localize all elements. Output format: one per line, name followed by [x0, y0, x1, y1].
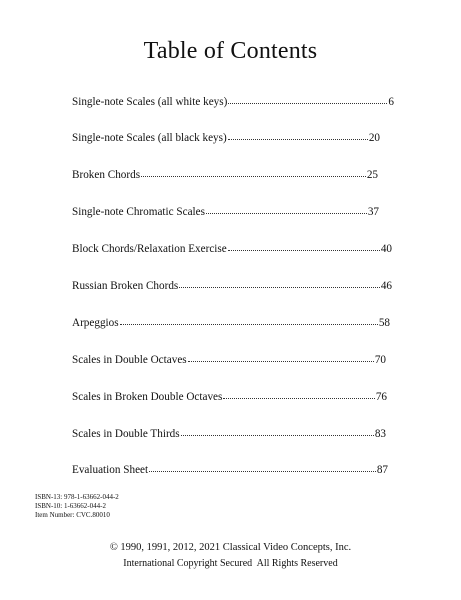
toc-entry — [72, 462, 388, 478]
isbn-13: ISBN-13: 978-1-63662-044-2 — [35, 493, 119, 501]
toc-entry — [72, 426, 386, 442]
toc-entry — [72, 130, 380, 146]
toc-entry — [72, 352, 386, 368]
toc-entry-title: Single-note Scales (all black keys) — [72, 132, 227, 144]
dot-leader — [206, 213, 367, 214]
toc-entry-title: Scales in Broken Double Octaves — [72, 391, 223, 403]
toc-entry-title: Scales in Double Thirds — [72, 428, 180, 440]
toc-entry-page: 70 — [374, 354, 386, 366]
dot-leader — [149, 471, 376, 472]
toc-entry-title: Evaluation Sheet — [72, 464, 149, 476]
dot-leader — [223, 398, 374, 399]
toc-entry-title: Single-note Chromatic Scales — [72, 206, 205, 218]
toc-entry-title: Scales in Double Octaves — [72, 354, 187, 366]
toc-entry-title: Single-note Scales (all white keys) — [72, 96, 228, 108]
toc-entry — [72, 278, 392, 294]
toc-entry-title: Russian Broken Chords — [72, 280, 179, 292]
toc-entry — [72, 389, 387, 405]
toc-entry-page: 25 — [366, 169, 378, 181]
dot-leader — [228, 250, 380, 251]
toc-entry-page: 58 — [378, 317, 390, 329]
rights-line: International Copyright Secured All Rights Reserved — [123, 558, 338, 569]
dot-leader — [228, 103, 387, 104]
dot-leader — [120, 324, 378, 325]
dot-leader — [179, 287, 380, 288]
toc-entry — [72, 241, 392, 257]
toc-entry-page: 76 — [375, 391, 387, 403]
toc-entry — [72, 315, 390, 331]
toc-entry-page: 37 — [367, 206, 379, 218]
toc-entry-page: 6 — [388, 96, 394, 108]
toc-entry-page: 87 — [376, 464, 388, 476]
toc-entry — [72, 94, 394, 110]
toc-entry-title: Broken Chords — [72, 169, 141, 181]
toc-entry-page: 46 — [380, 280, 392, 292]
toc-entry — [72, 167, 378, 183]
toc-entry-page: 40 — [380, 243, 392, 255]
toc-entry — [72, 204, 379, 220]
toc-entry-page: 83 — [374, 428, 386, 440]
toc-entry-title: Arpeggios — [72, 317, 119, 329]
dot-leader — [188, 361, 374, 362]
toc-entry-title: Block Chords/Relaxation Exercise — [72, 243, 227, 255]
item-number: Item Number: CVC.80010 — [35, 511, 110, 519]
copyright-line: © 1990, 1991, 2012, 2021 Classical Video Concepts, Inc. — [109, 542, 352, 553]
dot-leader — [141, 176, 366, 177]
page-title: Table of Contents — [143, 38, 318, 64]
toc-entry-page: 20 — [368, 132, 380, 144]
dot-leader — [228, 139, 368, 140]
copyright-block — [0, 540, 461, 572]
isbn-10: ISBN-10: 1-63662-044-2 — [35, 502, 106, 510]
dot-leader — [181, 435, 374, 436]
isbn-block — [35, 493, 119, 520]
